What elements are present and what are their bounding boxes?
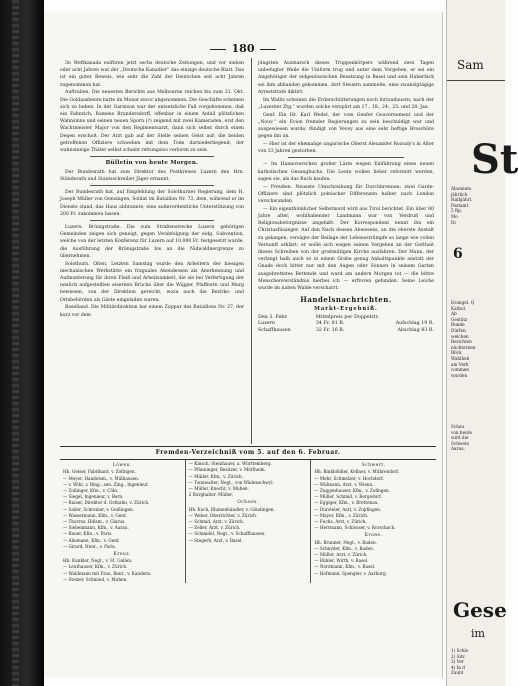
list-item: — Tonnwalter, Negt., von Wädenschwyl. — [188, 479, 274, 485]
divider — [90, 185, 214, 186]
list-item: Ab — [451, 311, 457, 317]
article-westkanada: 3n Weftkanada exiftiren jetzt sechs deutsche Zeitungen, und vor sieben oder acht Jahren war der „Deutsche Kanadier“ das einzige deutsche Blatt. Das ist ein guter Beweis, wie sehr die Zahl der Deutschen seit acht Jahren zugenommen hat. — [60, 61, 244, 88]
hotel-name: Ochsen. — [237, 499, 259, 505]
left-column — [60, 60, 244, 319]
list-item: — Schmidel, Negt., v. Schaffhausen. — [188, 531, 266, 537]
list-item: 3) Ver — [451, 659, 464, 665]
list-item: — Widmann, Arzt, v. Wienn. — [314, 481, 374, 487]
list-item: — Mehr, Schmelzer, v. Hochdorf. — [314, 475, 384, 481]
market-price: 34 Fr. 81 R. — [315, 321, 345, 327]
article-wallis: Im Wallis scheinen die Erderschütterungen noch fortzudauern; nach der „Luzerner Ztg.“ wurden solche verspürt am 17., 18., 24., 25. und 28. Jan. — [258, 97, 434, 110]
list-item: — Stegerh, Arzt, v. Basel. — [188, 537, 243, 543]
list-item: 1) Schlo — [451, 648, 469, 653]
list-item: — Herrmann, Schlosser, v. Rorschach. — [314, 525, 396, 531]
guest-list-cont — [189, 461, 308, 498]
list-item: Hh. Brunner, Negt., v. Baden. — [314, 539, 377, 545]
list-item: wurden — [451, 372, 468, 378]
neighbor-subheadline: im — [471, 627, 485, 640]
table-row — [258, 328, 434, 334]
list-item: Aarau, — [451, 446, 466, 452]
list-item: Evangel. Q — [451, 300, 475, 305]
list-item: Halbjährl. — [451, 197, 473, 203]
article-luzern: Luzern. Brünigstraße. Die zum Straßenstrecke Luzern gehörigen Gemeinden zeigen sich geneigt, gegen Verabfolgung der eidg. Subvention, welche von der letzten Konferenz für Luzern auf 10,000 Fr. festgesetzt wurde, die Ausführung der Brünigstraße bis an die Nidwaldnergrenze zu übernehmen. — [60, 225, 244, 259]
list-item: — Allemann, Kfm., v. Genf. — [63, 537, 120, 543]
list-item: Blick — [451, 350, 462, 356]
hotel-name: Kreuz. — [113, 551, 132, 557]
list-item: — Bauer, Kfm., v. Paris. — [63, 531, 113, 537]
neighbor-masthead: St — [471, 136, 518, 183]
list-item: — v. Wihl, v. Bing...sen. Zing., Ingenieur. — [63, 481, 149, 487]
fremden-column-2 — [185, 460, 311, 583]
list-item: — Zuggenhauser, Kfm., v. Zofingen. — [314, 488, 391, 494]
binding-stitch — [12, 0, 19, 686]
newspaper-page — [44, 12, 443, 678]
page-number: 180 — [44, 42, 442, 55]
article-note: — Hier ist der ehemalige ungarische Oberst Alexander Rozsaly's in Alter von 33 Jahren gestorben. — [258, 142, 434, 155]
hotel-name: Löwen. — [112, 462, 132, 468]
list-item: — Waldmann mit Frau, Rent., v. Kandern. — [63, 570, 152, 576]
list-item: 5 Rp. — [451, 208, 463, 214]
article-continuation: jüngsten Ausmarsch dieses Truppenkörpers während zwei Tagen unbefugter Weile die Uniform trug und unter dem Vorgeben, er sei ein Angehöriger der eidgenössischen Besatzung in Basel und sein Haberfack sei ihm abhanden gekommen, dort Steuern sammelte, eine zwanzigtägige Arreststrafe diktirt. — [258, 61, 434, 95]
list-item: Zaubt — [451, 670, 464, 676]
list-item: Bunde — [451, 322, 465, 328]
list-item: Di — [451, 219, 456, 225]
list-item: — Schmid, Arzt, v. Zürich. — [188, 519, 245, 525]
list-item: — Schnyder, Kfm., v. Baden. — [314, 545, 375, 551]
market-table — [258, 315, 434, 334]
list-item: 2 Burghalter, Müller. — [188, 492, 234, 498]
list-item: nüchternen — [451, 344, 476, 350]
fremden-column-3 — [310, 460, 436, 583]
article-solothurn: Solothurn. Olten. Letzten Samstag wurde den Arbeitern der hiesigen mechanischen Werkstätte ein fraguales Abendessen als Anerkennung und Aufmunterung für ihren Fleiß und Arbeitsamkeit, die sie bei Verfertigung der neulich aufgestellten eisernen Brücke über die Wigger, Pfaffnern und Murg bewiesen, von der Direktion gereicht, wozu auch die Bezirks- und Ortsbehörden als Gäste eingeladen waren. — [60, 261, 244, 303]
list-item: — Dursteler, Arzt, v. Zopfingen. — [314, 506, 382, 512]
market-price: 32 Fr. 16 R. — [315, 327, 345, 333]
fremden-verzeichniss — [60, 446, 436, 673]
article-genf: Genf. Ein Hr. Karl Wedel, der vom Genfer Gouvernement und der „Nouv.“ ein Evion fremder Regierungen zu sein beschuldigt war und ausgewiesen wurde, fündigt von Vevey aus eine sehr heftige Broschüre gegen ihn an. — [258, 112, 434, 140]
markt-heading: Markt-Ergebniß. — [314, 305, 378, 312]
list-item: — Weber, Oberrichter, v. Zürich. — [188, 512, 258, 518]
list-item: — Müller, Schmid, v. Bergedorf. — [314, 494, 382, 500]
neighbor-snippet-3 — [451, 424, 472, 452]
market-unit: Mittelpreis per Doppelztr. — [315, 315, 379, 321]
guest-list-krone — [314, 540, 433, 577]
list-item: — Meyer, Handelsm., v. Mülhausen. — [63, 475, 140, 481]
list-item: — Zollinger, Kfm., v. Cöln. — [63, 488, 119, 494]
list-item: — Hofmann, Spengler, v. Aarburg. — [314, 570, 387, 576]
list-item: Postamt — [451, 202, 469, 208]
list-item: Hh. Kunkler, Negt., v. St. Gallen. — [63, 558, 133, 564]
list-item: Mo — [451, 213, 458, 219]
list-item: — Leuthauser, Kfm., v. Zürich. — [63, 564, 128, 570]
list-item: wird die — [451, 435, 469, 441]
list-item: — Müller, Knecht, v. Muhen. — [188, 486, 249, 492]
neighbor-page — [446, 0, 518, 686]
list-item: 4) In d — [451, 664, 465, 670]
market-change: Aufschlag 19 R. — [395, 321, 434, 327]
divider — [90, 220, 214, 221]
article-bundesrath: Der Bundesrath hat, auf Empfehlung der Solothurner Regierung, dem H. Joseph Müller von Oensingen, Soldat im Bataillon Nr. 73, dem, während er im Dienste stand, das Haus abbrannte, eine außerordentliche Unterstützung von 200 Fr. zukommen lassen. — [60, 190, 244, 217]
list-item: — Raiser, Direktor d. Ostbahn, v. Zürich. — [63, 500, 150, 506]
list-item: Kathol. — [451, 305, 467, 311]
guest-list-ochsen — [189, 507, 308, 544]
neighbor-snippet-1 — [451, 186, 472, 225]
market-date: Den 3. Febr. — [258, 315, 288, 321]
handels-heading: Handelsnachrichten. — [300, 295, 392, 305]
list-item: welchen — [451, 333, 469, 339]
list-item: Wahlbeh — [451, 355, 470, 361]
fremden-column-1 — [60, 460, 185, 583]
list-item: — Girard, Nent., v. Paris. — [63, 543, 117, 549]
divider — [288, 157, 404, 158]
guest-list-loewen — [63, 469, 182, 550]
article-baselland: Baselland. Die Militärdirektion hat einem Zuppur des Bataillons Nr. 27, der kurz vor dem — [60, 305, 244, 318]
neighbor-snippet-2 — [451, 300, 475, 378]
list-item: Dürfen — [451, 327, 466, 333]
article-bulletin: Der Bundesrath hat zum Direktor des Postkreises Luzern den Hrn. Ständerath und Staatsschreiber Jäger ernannt. — [60, 169, 244, 183]
list-item: — Thorrez, Hdlsm., v. Glarus. — [63, 519, 126, 525]
column-divider — [251, 58, 252, 444]
neighbor-number: 6 — [453, 246, 463, 262]
list-item: Hh. Binkhöldler, Kellner, v. Mührendorf. — [314, 469, 400, 475]
list-item: — Eggiger, Kfm., v. Brettenau. — [314, 500, 379, 506]
list-item: — Mayer, Kfm., v. Zürich. — [314, 512, 369, 518]
list-item: Hh. Koch, Blumenhändler, v. Göndingen. — [188, 506, 275, 512]
hotel-name: Krone. — [364, 532, 383, 538]
list-item: jährlich — [451, 191, 468, 197]
list-item: Gestütz — [451, 316, 468, 322]
hotel-name: Schwert. — [361, 462, 386, 468]
list-item: Abonnem — [451, 186, 472, 191]
neighbor-list — [451, 648, 468, 676]
list-item: — Sailer, Schreiner, v. Geißingen. — [63, 506, 135, 512]
list-item: — Müller, Kfm., v. Zürich. — [188, 473, 244, 479]
market-place: Luzern — [258, 321, 276, 327]
list-item: Schau — [451, 424, 465, 429]
book-binding — [0, 0, 44, 686]
list-item: — Wassermann, Kfm., v. Genf. — [63, 512, 127, 518]
list-item: Berichten — [451, 339, 472, 345]
article-australien: Auftralien. Die neuesten Berichte aus Melbourne reichen bis zum 31. Okt. Die Goldausbeute hatte im Monat zuvor abgenommen. Die Geschäfte scheinen sich zu heben. In der Garnison war der entsetzliche Fall vorgekommen, daß ein Fahnrich, Ramens Brundersdorff, offenbar in einem Anfall plötzlichen Wahnsinns und seinen neuen Sporn (?) zeigend mit zwei Kameraden, erst den Wachtmeister Major von den Regimentsarzt, dann sich selbst durch einen Degen erschoß. Der Arzt gab auf der Stelle seinen Geist auf; die beiden getroffenen Offiziere schweben mit dem Tode darniederliegend; der wahnsinnige Thäter selbst scheint rettungslos verloren zu sein. — [60, 90, 244, 154]
list-item: — Zeller, Arzt, v. Zürich. — [188, 525, 241, 531]
list-item: Hh. Geiser, Fabrikant, v. Zofingen. — [63, 469, 136, 475]
guest-list-kreuz — [63, 558, 182, 583]
guest-list-schwert — [314, 469, 433, 531]
article-hannover: — Im Hannoverschen großer Lärm wegen Einführung eines neuen katholischen Gesangbuchs. Die Leute wollen lieber reformirt werden, sagen sie, als das Buch kaufen. — [258, 162, 434, 182]
list-item: Schwein — [451, 440, 470, 446]
divider — [90, 156, 214, 157]
fremden-heading: Fremden-Verzeichniß vom 5. auf den 6. Februar. — [60, 447, 436, 460]
list-item: — Stelzer, Schmied, v. Muhen. — [63, 576, 128, 582]
list-item: — Siegel, Ingenieur, v. Bern. — [63, 494, 124, 500]
article-tirol: — Ein eigenthümlicher Selbstmord wird aus Tirol berichtet. Ein über 80 Jahre alter, wohlhabender Landmann war von Verdruß und Religionsbeforgnisse angefaßt. Der Korrespondent nennt ihn ein Christusfüsanger. Auf den Nach dessen Abwesens, an die oberste Anstalt zu gelangen, versägte der Beilage der Lebensstrümpfe so lange wie vollen Vernunft erklärt: er wolle sich wegen seinen Vergehen an der Gottheit dieses Schreiben von der großmütigen Kirche ausfahren. Der Mann, der verlangt halb auch so in einem Grabe genug Anhaltspunkte anstatt der Gnade doch bitter nur mit den Augen oder Sonnen in seinem Garten ausgebrettetes Bettende und ward am andern Morgen tot — die bittre Menschenverständnis hierbei ich — erfroren gefunden. Seine Leiche wurde im nahen Walde verscharrt. — [258, 206, 434, 292]
list-item: commen — [451, 367, 469, 373]
article-preussen: — Preußen. Neueste Umschreibung für Durchbrennen: zwei Garde-Offiziere sind plötzlich polnischer Differenzen halber nach London verschwunden. — [258, 184, 434, 205]
list-item: — Fuchs, Arzt, v. Zürich. — [314, 519, 367, 525]
list-item: 2) Sitz — [451, 653, 465, 659]
right-column — [258, 60, 434, 334]
list-item: von heute — [451, 429, 472, 435]
divider — [447, 80, 505, 81]
list-item: — Bühler, Wirth, v. Basel. — [314, 558, 369, 564]
list-item: — Kinsch, Steinhauer, a. Württemberg. — [188, 461, 272, 467]
market-place: Schaffhausen — [258, 327, 291, 333]
bulletin-heading: Bülletin von heute Morgen. — [105, 159, 199, 166]
list-item: — Nordmann, Kfm., v. Basel. — [314, 564, 376, 570]
list-item: — Siebenmann, Kfm., v. Aarau. — [63, 525, 129, 531]
list-item: — Müller, Arzt, v. Zürich. — [314, 552, 368, 558]
neighbor-heading: Sam — [457, 58, 484, 72]
neighbor-headline: Gese — [453, 598, 507, 622]
list-item: — Pfänninger, Besitzer, v. Mörlheim. — [188, 467, 266, 473]
market-change: Abschlag 83 R. — [397, 327, 434, 333]
list-item: am Verh — [451, 361, 469, 367]
